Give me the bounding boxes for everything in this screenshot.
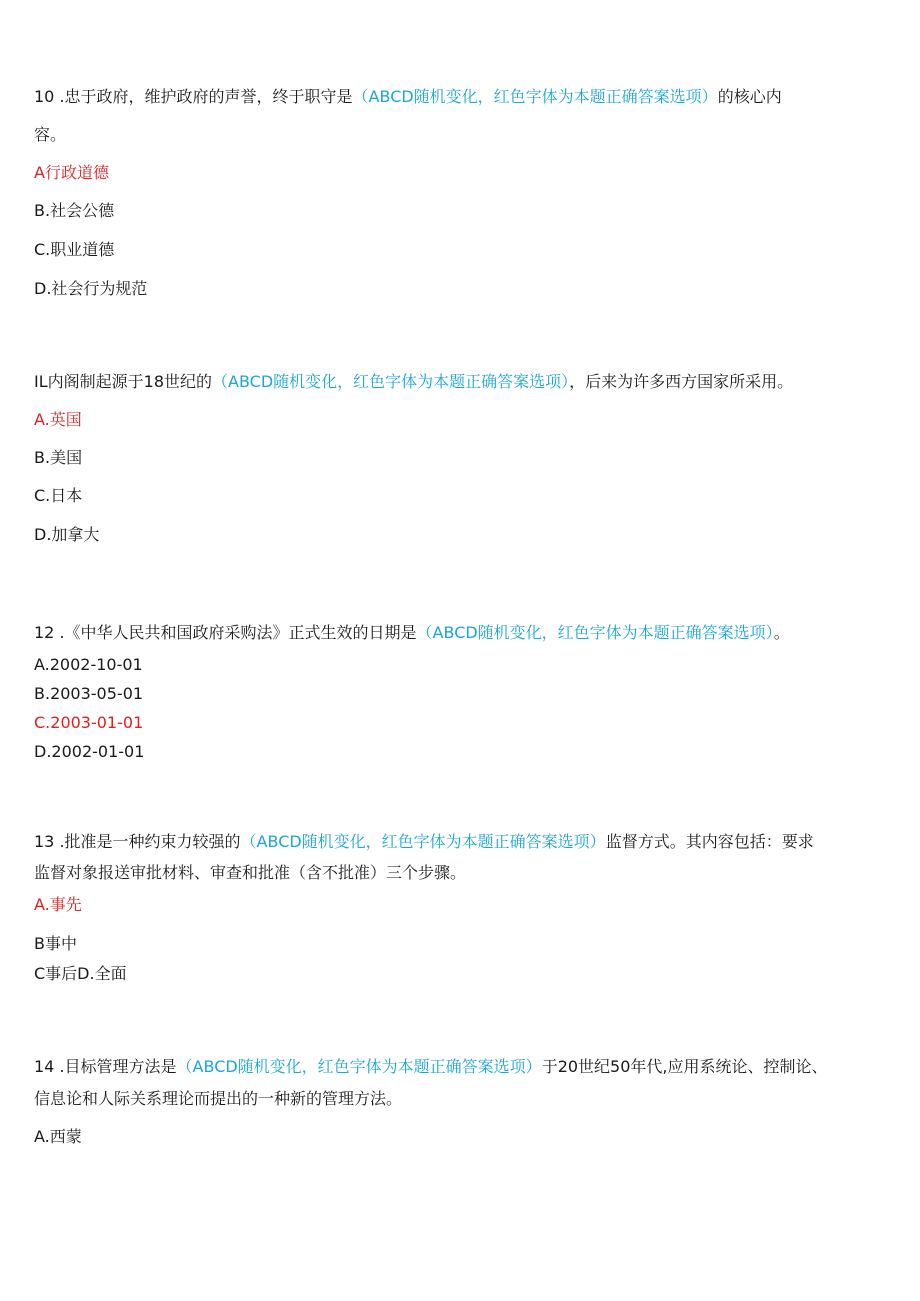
question-10-stem-line2: 容。 — [34, 125, 67, 144]
option-b: B.美国 — [34, 448, 83, 467]
answer-hint: （ABCD随机变化，红色字体为本题正确答案选项） — [352, 87, 718, 106]
question-number: 14 — [34, 1057, 55, 1076]
option-b: B.2003-05-01 — [34, 684, 144, 703]
option-c-d: C事后D.全面 — [34, 964, 127, 983]
option-c: C.职业道德 — [34, 240, 115, 259]
option-b: B.社会公德 — [34, 201, 115, 220]
option-a: A.2002-10-01 — [34, 655, 143, 674]
question-number: 10 — [34, 87, 55, 106]
answer-hint: （ABCD随机变化，红色字体为本题正确答案选项） — [176, 1057, 542, 1076]
question-14-stem: 14 .目标管理方法是（ABCD随机变化，红色字体为本题正确答案选项）于20世纪50年代,应用系统论、控制论、 — [34, 1057, 828, 1076]
question-number: 13 — [34, 832, 55, 851]
question-13-stem-line2: 监督对象报送审批材料、审查和批准（含不批准）三个步骤。 — [34, 863, 467, 882]
option-d: D.加拿大 — [34, 525, 100, 544]
option-b: B事中 — [34, 934, 77, 953]
option-c: C.日本 — [34, 486, 83, 505]
option-c: C.2003-01-01 — [34, 713, 144, 732]
option-a: A.英国 — [34, 410, 82, 429]
answer-hint: （ABCD随机变化，红色字体为本题正确答案选项） — [240, 832, 606, 851]
option-d: D.社会行为规范 — [34, 279, 148, 298]
option-a: A行政道德 — [34, 163, 109, 182]
answer-hint: （ABCD随机变化，红色字体为本题正确答案选项） — [212, 372, 570, 391]
option-d: D.2002-01-01 — [34, 742, 145, 761]
question-11-stem: IL内阁制起源于18世纪的（ABCD随机变化，红色字体为本题正确答案选项），后来为许多西方国家所采用。 — [34, 372, 794, 391]
answer-hint: （ABCD随机变化，红色字体为本题正确答案选项） — [416, 623, 774, 642]
option-a: A.西蒙 — [34, 1127, 82, 1146]
question-13-stem: 13 .批准是一种约束力较强的（ABCD随机变化，红色字体为本题正确答案选项）监督方式。其内容包括：要求 — [34, 832, 814, 851]
question-10-stem: 10 .忠于政府，维护政府的声誉，终于职守是（ABCD随机变化，红色字体为本题正确答案选项）的核心内 — [34, 87, 782, 106]
question-number: 12 — [34, 623, 55, 642]
question-14-stem-line2: 信息论和人际关系理论而提出的一种新的管理方法。 — [34, 1089, 403, 1108]
option-a: A.事先 — [34, 895, 82, 914]
question-12-stem: 12 .《中华人民共和国政府采购法》正式生效的日期是（ABCD随机变化，红色字体为本题正确答案选项）。 — [34, 623, 790, 642]
